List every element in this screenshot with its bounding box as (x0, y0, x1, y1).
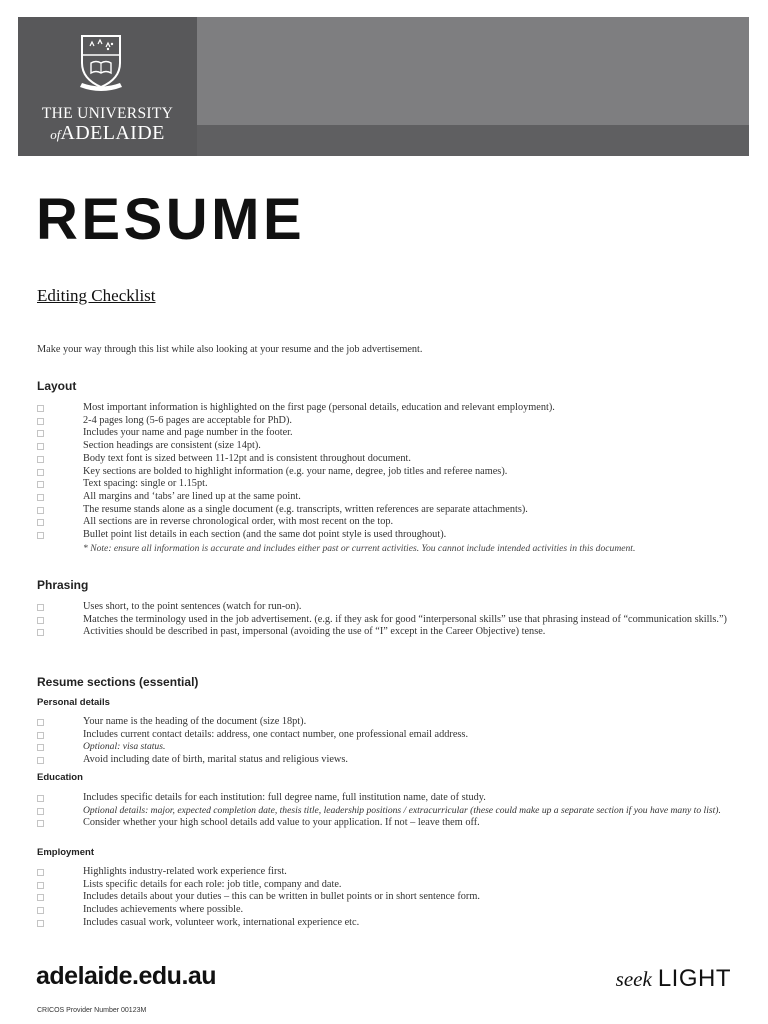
checkbox-icon[interactable] (37, 481, 44, 488)
checkbox-icon[interactable] (37, 920, 44, 927)
section-heading-resume-sections: Resume sections (essential) (37, 675, 199, 689)
checkbox-icon[interactable] (37, 757, 44, 764)
checklist-item: 2-4 pages long (5-6 pages are acceptable for PhD). (37, 415, 737, 428)
checklist-item: Includes current contact details: address, one contact number, one professional email address. (37, 729, 737, 742)
checkbox-icon[interactable] (37, 494, 44, 501)
phrasing-checklist (37, 601, 737, 639)
checklist-item: All margins and ‘tabs’ are lined up at the same point. (37, 491, 737, 504)
checklist-item: The resume stands alone as a single document (e.g. transcripts, written references are separate attachments). (37, 504, 737, 517)
checklist-item: Text spacing: single or 1.15pt. (37, 478, 737, 491)
checklist-item: Lists specific details for each role: job title, company and date. (37, 879, 737, 892)
header-banner (18, 17, 749, 156)
checkbox-icon[interactable] (37, 732, 44, 739)
checklist-item: Optional details: major, expected completion date, thesis title, leadership positions / extracurricular (these could make up a separate section if you have many to list). (37, 805, 737, 818)
checkbox-icon[interactable] (37, 795, 44, 802)
checklist-item: Body text font is sized between 11-12pt and is consistent throughout document. (37, 453, 737, 466)
checkbox-icon[interactable] (37, 744, 44, 751)
university-name-line2: ofADELAIDE (50, 122, 165, 144)
footer-cricos: CRICOS Provider Number 00123M (37, 1007, 147, 1014)
checkbox-icon[interactable] (37, 532, 44, 539)
employment-checklist (37, 866, 737, 930)
seek-light-logo: seek LIGHT (615, 965, 731, 992)
checklist-item: Optional: visa status. (37, 741, 737, 754)
banner-strip (197, 125, 749, 156)
checkbox-icon[interactable] (37, 604, 44, 611)
section-heading-layout: Layout (37, 379, 77, 393)
personal-checklist (37, 716, 737, 767)
checklist-item: Consider whether your high school details add value to your application. If not – leave them off. (37, 817, 737, 830)
checklist-item: Activities should be described in past, impersonal (avoiding the use of “I” except in the Career Objective) tense. (37, 626, 737, 639)
intro-text: Make your way through this list while also looking at your resume and the job advertisement. (37, 344, 423, 355)
checkbox-icon[interactable] (37, 456, 44, 463)
checkbox-icon[interactable] (37, 894, 44, 901)
university-crest-icon (78, 33, 124, 95)
checklist-item: Uses short, to the point sentences (watch for run-on). (37, 601, 737, 614)
university-name-line1: THE UNIVERSITY (41, 105, 174, 122)
university-logo-panel (18, 17, 197, 156)
checkbox-icon[interactable] (37, 617, 44, 624)
checkbox-icon[interactable] (37, 629, 44, 636)
page-subtitle: Editing Checklist (37, 286, 156, 305)
checkbox-icon[interactable] (37, 443, 44, 450)
checkbox-icon[interactable] (37, 418, 44, 425)
layout-note: * Note: ensure all information is accurate and includes either past or current activities. You cannot include intended activities in this document. (83, 543, 636, 554)
checkbox-icon[interactable] (37, 405, 44, 412)
checklist-item: Includes details about your duties – this can be written in bullet points or in short sentence form. (37, 891, 737, 904)
checkbox-icon[interactable] (37, 507, 44, 514)
checklist-item: Highlights industry-related work experience first. (37, 866, 737, 879)
checklist-item: Includes your name and page number in the footer. (37, 427, 737, 440)
checklist-item: Key sections are bolded to highlight information (e.g. your name, degree, job titles and referee names). (37, 466, 737, 479)
checklist-item: Includes achievements where possible. (37, 904, 737, 917)
checkbox-icon[interactable] (37, 469, 44, 476)
subsection-heading-education: Education (37, 772, 83, 783)
checkbox-icon[interactable] (37, 869, 44, 876)
section-heading-phrasing: Phrasing (37, 578, 89, 592)
checklist-item: Bullet point list details in each section (and the same dot point style is used throughout). (37, 529, 737, 542)
checklist-item: All sections are in reverse chronological order, with most recent on the top. (37, 516, 737, 529)
checklist-item: Most important information is highlighted on the first page (personal details, education and relevant employment). (37, 402, 737, 415)
checklist-item: Section headings are consistent (size 14pt). (37, 440, 737, 453)
checkbox-icon[interactable] (37, 907, 44, 914)
footer-website: adelaide.edu.au (36, 962, 217, 990)
checkbox-icon[interactable] (37, 719, 44, 726)
checklist-item: Matches the terminology used in the job advertisement. (e.g. if they ask for good “interpersonal skills” use that phrasing instead of “communication skills.”) (37, 614, 737, 627)
checkbox-icon[interactable] (37, 808, 44, 815)
checkbox-icon[interactable] (37, 430, 44, 437)
checkbox-icon[interactable] (37, 820, 44, 827)
page-title: RESUME (36, 187, 306, 252)
checklist-item: Includes specific details for each institution: full degree name, full institution name, date of study. (37, 792, 737, 805)
checklist-item: Includes casual work, volunteer work, international experience etc. (37, 917, 737, 930)
checklist-item: Avoid including date of birth, marital status and religious views. (37, 754, 737, 767)
checkbox-icon[interactable] (37, 882, 44, 889)
checkbox-icon[interactable] (37, 519, 44, 526)
checklist-item: Your name is the heading of the document (size 18pt). (37, 716, 737, 729)
subsection-heading-employment: Employment (37, 847, 95, 858)
layout-checklist (37, 402, 737, 542)
subsection-heading-personal: Personal details (37, 697, 110, 708)
education-checklist (37, 792, 737, 830)
